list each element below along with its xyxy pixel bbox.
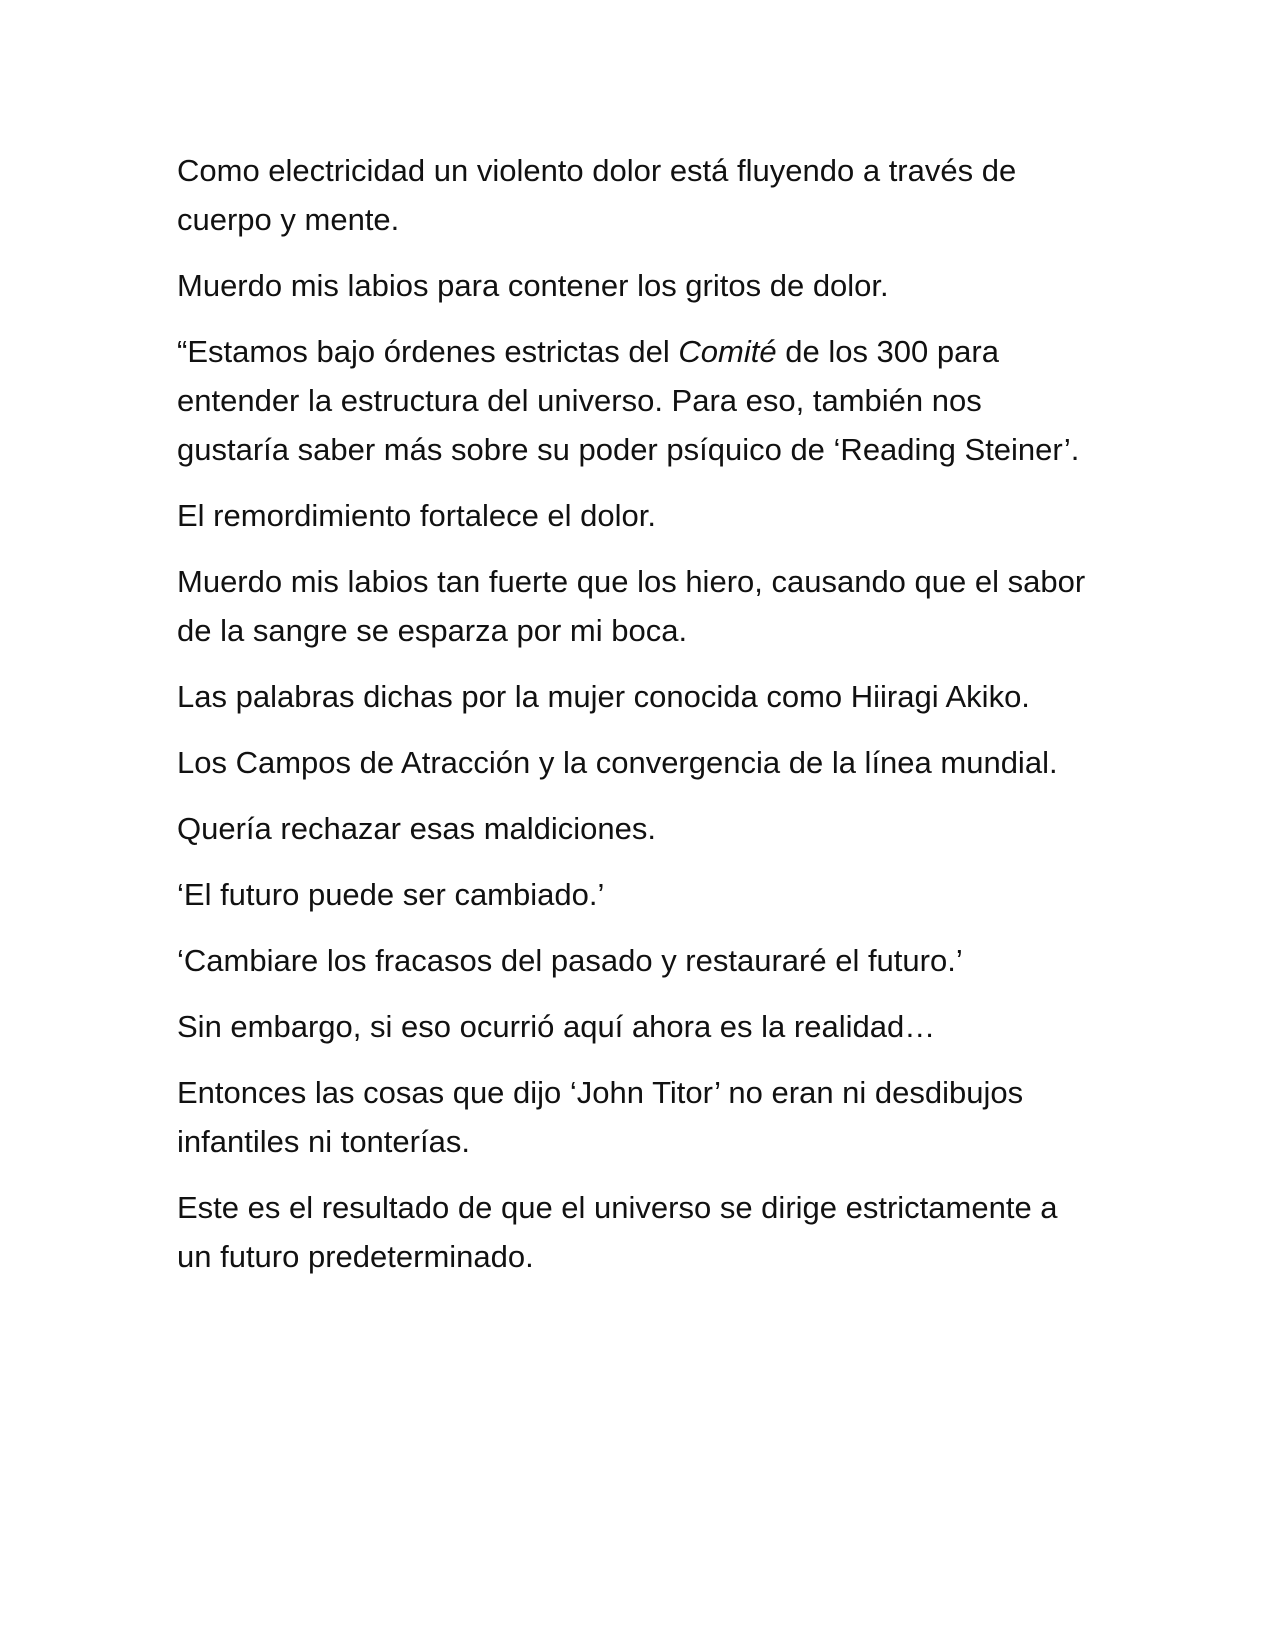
paragraph: Las palabras dichas por la mujer conocida como Hiiragi Akiko. xyxy=(177,679,1030,714)
paragraph-text-after: de los 300 para entender la estructura del universo. Para eso, también nos gustaría saber más sobre su poder psíquico de ‘Reading Steiner’. xyxy=(177,334,1080,467)
paragraph: Los Campos de Atracción y la convergencia de la línea mundial. xyxy=(177,745,1058,780)
paragraph: Muerdo mis labios para contener los gritos de dolor. xyxy=(177,268,889,303)
paragraph xyxy=(177,327,1097,474)
paragraph: Quería rechazar esas maldiciones. xyxy=(177,811,657,846)
paragraph: ‘El futuro puede ser cambiado.’ xyxy=(177,877,605,912)
paragraph: El remordimiento fortalece el dolor. xyxy=(177,498,657,533)
paragraph: Entonces las cosas que dijo ‘John Titor’ no eran ni desdibujos infantiles ni tonterías. xyxy=(177,1075,1024,1159)
paragraph: ‘Cambiare los fracasos del pasado y restauraré el futuro.’ xyxy=(177,943,963,978)
paragraph-text-before: “Estamos bajo órdenes estrictas del xyxy=(177,334,679,369)
emphasized-word: Comité xyxy=(678,334,777,369)
paragraph: Como electricidad un violento dolor está fluyendo a través de cuerpo y mente. xyxy=(177,153,1017,237)
paragraph: Muerdo mis labios tan fuerte que los hiero, causando que el sabor de la sangre se esparza por mi boca. xyxy=(177,564,1086,648)
body-text xyxy=(177,146,1097,1298)
paragraph: Este es el resultado de que el universo se dirige estrictamente a un futuro predeterminado. xyxy=(177,1190,1058,1274)
paragraph: Sin embargo, si eso ocurrió aquí ahora es la realidad… xyxy=(177,1009,936,1044)
